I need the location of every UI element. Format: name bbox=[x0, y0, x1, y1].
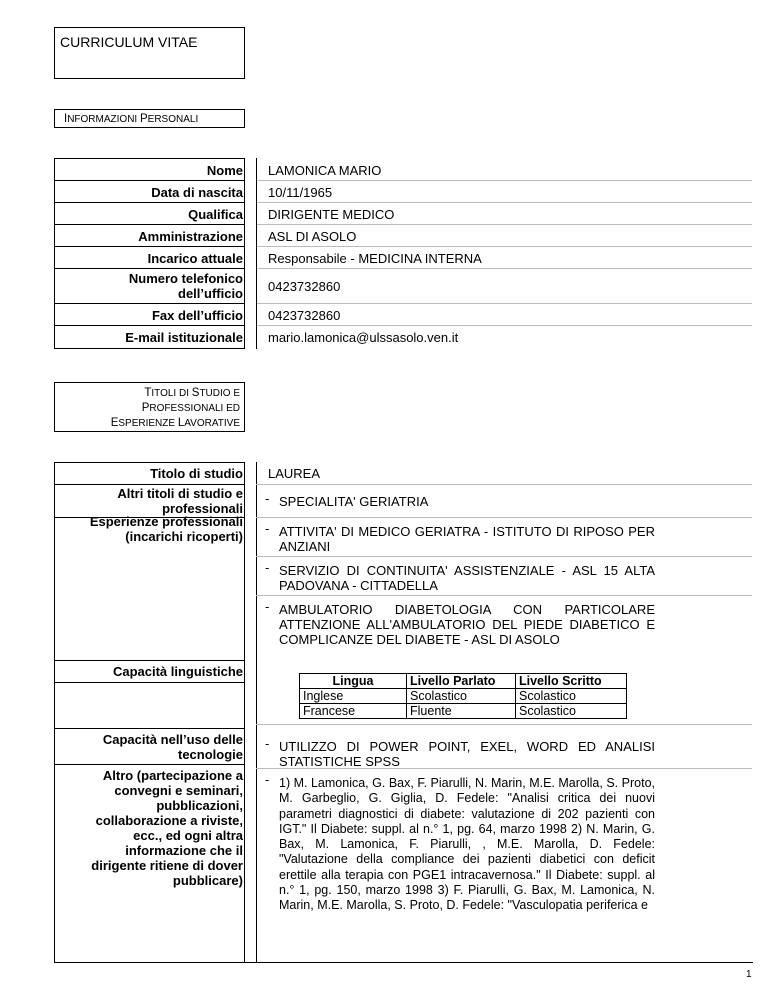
list-item-esperienza-3: - AMBULATORIO DIABETOLOGIA CON PARTICOLARE ATTENZIONE ALL'AMBULATORIO DEL PIEDE DIABETICO E COMPLICANZE DEL DIABETE - ASL DI ASOLO bbox=[265, 599, 655, 647]
value-tecnologie: - UTILIZZO DI POWER POINT, EXEL, WORD ED ANALISI STATISTICHE SPSS bbox=[265, 736, 655, 769]
header-lingua: Lingua bbox=[300, 674, 407, 689]
header-parlato: Livello Parlato bbox=[407, 674, 516, 689]
page-number: 1 bbox=[746, 969, 752, 980]
section-studies-experience: TITOLI DI STUDIO E PROFESSIONALI ED ESPERIENZE LAVORATIVE bbox=[54, 382, 245, 432]
title-box bbox=[54, 27, 245, 79]
label-fax: Fax dell’ufficio bbox=[151, 308, 243, 323]
value-incarico: Responsabile - MEDICINA INTERNA bbox=[268, 251, 482, 266]
label-altri-titoli: Altri titoli di studio e professionali bbox=[117, 486, 243, 516]
label-titolo-studio: Titolo di studio bbox=[150, 466, 243, 481]
label-data-nascita: Data di nascita bbox=[151, 185, 243, 200]
list-item-esperienza-2: - SERVIZIO DI CONTINUITA' ASSISTENZIALE - ASL 15 ALTA PADOVANA - CITTADELLA bbox=[265, 560, 655, 593]
label-amministrazione: Amministrazione bbox=[138, 229, 243, 244]
list-item-esperienza-1: - ATTIVITA' DI MEDICO GERIATRA - ISTITUTO DI RIPOSO PER ANZIANI bbox=[265, 521, 655, 554]
label-capacita-linguistiche: Capacità linguistiche bbox=[112, 664, 243, 679]
value-amministrazione: ASL DI ASOLO bbox=[268, 229, 357, 244]
value-telefono: 0423732860 bbox=[268, 279, 341, 294]
label-altro: Altro (partecipazione a convegni e seminari, pubblicazioni, collaborazione a riviste, ecc., ed ogni altra informazione che il dirigente ritiene di dover pubblicare) bbox=[91, 768, 243, 888]
value-pubblicazioni: - 1) M. Lamonica, G. Bax, F. Piarulli, N. Marin, M.E. Marolla, S. Proto, M. Garbeglio, G. Giglia, D. Fedele: "Analisi critica dei nuovi parametri diagnostici di diabete: valutazione di 202 pazienti con IGT." Il Diabete: suppl. al n.° 1, pg. 64, marzo 1998 2) N. Marin, G. Bax, M. Lamonica, F. Piarulli, , M.E. Marolla, D. Fedele: "Valutazione della compliance dei pazienti diabetici con deficit erettile alla terapia con PGE1 intracavernosa." Il Diabete: suppl. al n.° 1, pg. 150, marzo 1998 3) F. Piarulli, G. Bax, M. Lamonica, N. Marin, M.E. Marolla, S. Proto, D. Fedele: "Vasculopatia periferica e bbox=[265, 773, 655, 913]
document-title: CURRICULUM VITAE bbox=[60, 34, 198, 50]
value-altri-titoli: - SPECIALITA' GERIATRIA bbox=[265, 491, 429, 509]
label-telefono: Numero telefonico dell’ufficio bbox=[128, 271, 243, 301]
value-data-nascita: 10/11/1965 bbox=[268, 185, 333, 200]
label-email: E-mail istituzionale bbox=[125, 330, 243, 345]
value-qualifica: DIRIGENTE MEDICO bbox=[268, 207, 395, 222]
label-tecnologie: Capacità nell’uso delle tecnologie bbox=[102, 732, 243, 762]
table-row: Francese Fluente Scolastico bbox=[300, 704, 627, 719]
label-qualifica: Qualifica bbox=[188, 207, 243, 222]
value-email: mario.lamonica@ulssasolo.ven.it bbox=[268, 330, 459, 345]
value-fax: 0423732860 bbox=[268, 308, 341, 323]
header-scritto: Livello Scritto bbox=[516, 674, 627, 689]
label-esperienze: Esperienze professionali (incarichi ricoperti) bbox=[89, 514, 243, 544]
value-nome: LAMONICA MARIO bbox=[268, 163, 382, 178]
label-incarico: Incarico attuale bbox=[147, 251, 243, 266]
section-personal-info: INFORMAZIONI PERSONALI bbox=[54, 109, 245, 128]
label-nome: Nome bbox=[206, 163, 243, 178]
languages-table bbox=[299, 673, 627, 719]
value-titolo-studio: LAUREA bbox=[268, 466, 321, 481]
table-row: Inglese Scolastico Scolastico bbox=[300, 689, 627, 704]
footer-divider bbox=[54, 962, 753, 963]
